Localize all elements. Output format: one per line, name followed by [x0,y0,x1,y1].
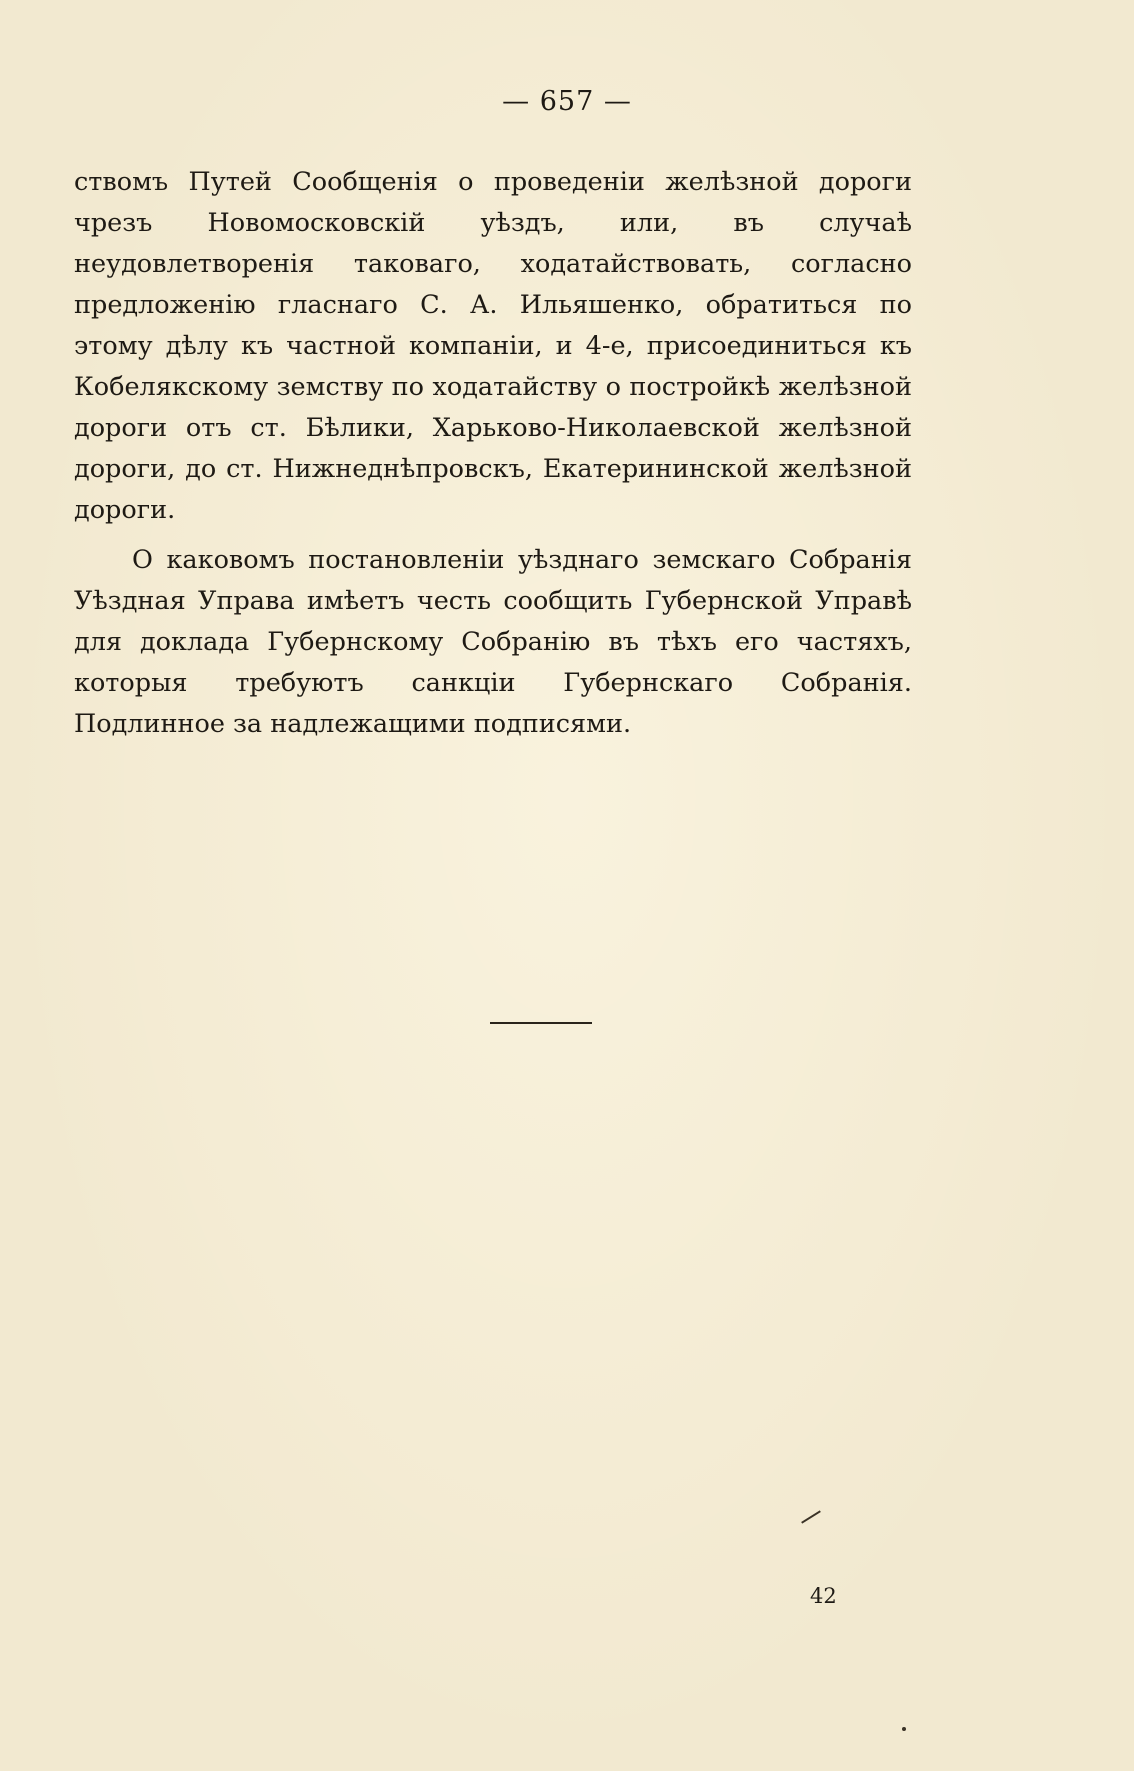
paragraph-continuation: ствомъ Путей Сообщенія о проведеніи желѣзной дороги чрезъ Новомосковскій уѣздъ, или, въ случаѣ неудовлетворенія таковаго, ходатайствовать, согласно предложенію гласнаго С. А. Ильяшенко, обратиться по этому дѣлу къ частной компаніи, и 4-е, присоединиться къ Кобелякскому земству по ходатайству о постройкѣ желѣзной дороги отъ ст. Бѣлики, Харьково-Николаевской желѣзной дороги, до ст. Нижнеднѣпровскъ, Екатерининской желѣзной дороги. [74,167,912,525]
sheet-number: 42 [810,1584,837,1608]
pencil-mark [801,1510,821,1523]
paragraph-resolution: О каковомъ постановленіи уѣзднаго земскаго Собранія Уѣздная Управа имѣетъ честь сообщить Губернской Управѣ для доклада Губернскому Собранію въ тѣхъ его частяхъ, которыя требуютъ санкціи Губернскаго Собранія. Подлинное за надлежащими подписями. [74,545,912,739]
ink-dot [902,1727,906,1731]
section-divider [490,1022,592,1024]
body-text [74,162,912,745]
page-number: — 657 — [502,86,632,117]
